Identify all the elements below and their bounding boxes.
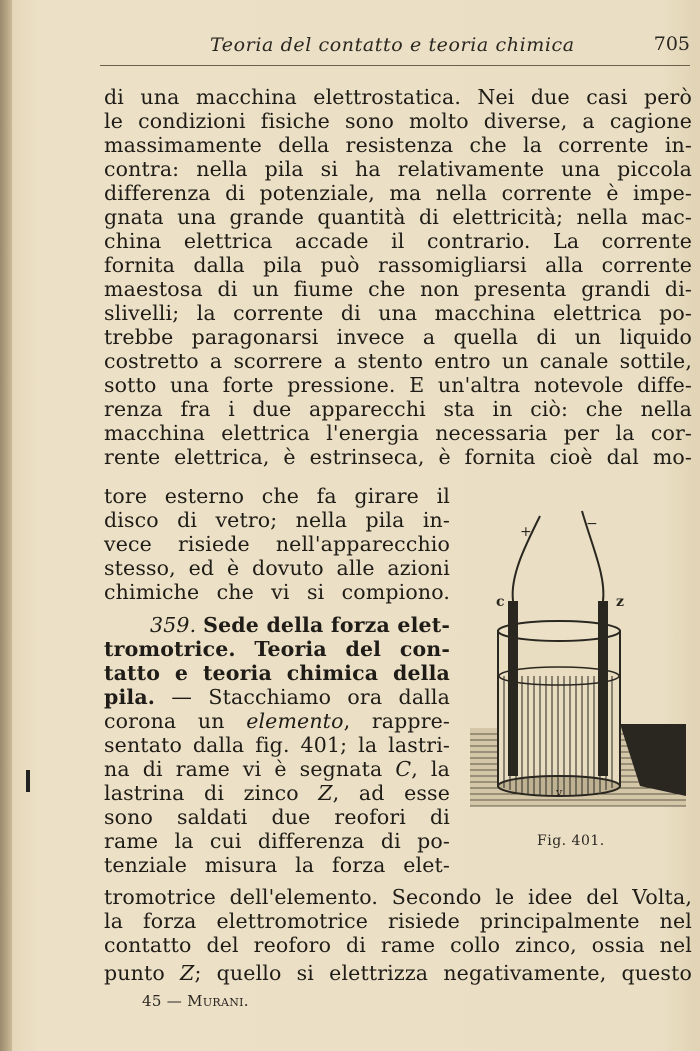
page-footer (142, 992, 249, 1010)
header-rule (100, 65, 690, 66)
text-line: contra: nella pila si ha relativamente una piccola (104, 157, 692, 181)
author-name: Murani. (187, 992, 249, 1010)
text-line: costretto a scorrere a stento entro un canale sottile, (104, 349, 692, 373)
text-line: sotto una forte pressione. E un'altra notevole diffe- (104, 373, 692, 397)
text-fragment: , rappre- (343, 709, 450, 733)
text-line: slivelli; la corrente di una macchina elettrica po- (104, 301, 692, 325)
running-title: Teoria del contatto e teoria chimica (210, 34, 575, 56)
text-fragment: ; quello si elettrizza negativamente, questo (194, 961, 692, 985)
text-line: le condizioni fisiche sono molto diverse, a cagione (104, 109, 692, 133)
italic-symbol: C (395, 757, 412, 781)
copper-label: c (496, 594, 505, 610)
section-title-line: tatto e teoria chimica della (104, 661, 450, 685)
text-line: differenza di potenziale, ma nella corrente è impe- (104, 181, 692, 205)
text-line (104, 709, 450, 733)
page-binding-edge (0, 0, 12, 1051)
text-line: renza fra i due apparecchi sta in ciò: che nella (104, 397, 692, 421)
italic-term: elemento (246, 709, 344, 733)
text-fragment: lastrina di zinco (104, 781, 319, 805)
copper-plate (508, 601, 518, 776)
text-fragment: na di rame vi è segnata (104, 757, 396, 781)
margin-mark (26, 770, 30, 792)
text-line: tenziale misura la forza elet- (104, 853, 450, 877)
text-fragment: corona un (104, 709, 247, 733)
vessel-label: v (556, 786, 563, 799)
zinc-label: z (616, 594, 624, 610)
zinc-plate (598, 601, 608, 776)
text-line (104, 961, 692, 985)
text-line: tromotrice dell'elemento. Secondo le idee del Volta, (104, 885, 692, 909)
page-number: 705 (653, 33, 690, 55)
italic-symbol: Z (180, 961, 195, 985)
section-number: 359. (150, 613, 197, 637)
text-fragment: , la (411, 757, 450, 781)
text-fragment: — Stacchiamo ora dalla (155, 685, 450, 709)
text-line: sentato dalla fig. 401; la lastri- (104, 733, 450, 757)
text-line: fornita dalla pila può rassomigliarsi alla corrente (104, 253, 692, 277)
section-title-part: Sede della forza elet- (203, 613, 450, 637)
text-line: gnata una grande quantità di elettricità; nella mac- (104, 205, 692, 229)
text-line (104, 757, 450, 781)
figure-caption: Fig. 401. (537, 833, 605, 849)
text-line: macchina elettrica l'energia necessaria per la cor- (104, 421, 692, 445)
section-heading-line (104, 613, 450, 637)
italic-symbol: Z (318, 781, 333, 805)
section-title-end: pila. (104, 685, 156, 709)
section-title-line: tromotrice. Teoria del con- (104, 637, 450, 661)
positive-label: + (520, 524, 532, 540)
page-header (100, 30, 690, 64)
text-line: tore esterno che fa girare il (104, 484, 450, 508)
text-line (104, 781, 450, 805)
text-line: vece risiede nell'apparecchio (104, 532, 450, 556)
text-line: chimiche che vi si compiono. (104, 580, 450, 604)
signature-number: 45 (142, 992, 162, 1010)
negative-label: − (586, 516, 598, 532)
text-line: rente elettrica, è estrinseca, è fornita cioè dal mo- (104, 445, 692, 469)
text-line: rame la cui differenza di po- (104, 829, 450, 853)
text-line: disco di vetro; nella pila in- (104, 508, 450, 532)
text-line: stesso, ed è dovuto alle azioni (104, 556, 450, 580)
text-line: la forza elettromotrice risiede principalmente nel (104, 909, 692, 933)
text-line: di una macchina elettrostatica. Nei due casi però (104, 85, 692, 109)
text-line: contatto del reoforo di rame collo zinco, ossia nel (104, 933, 692, 957)
text-line: sono saldati due reofori di (104, 805, 450, 829)
text-line (104, 685, 450, 709)
text-line: maestosa di un fiume che non presenta grandi di- (104, 277, 692, 301)
battery-cell-illustration (470, 506, 686, 822)
text-fragment: punto (104, 961, 181, 985)
text-line: china elettrica accade il contrario. La corrente (104, 229, 692, 253)
text-line: trebbe paragonarsi invece a quella di un liquido (104, 325, 692, 349)
text-fragment: , ad esse (332, 781, 450, 805)
text-line: massimamente della resistenza che la corrente in- (104, 133, 692, 157)
footer-separator: — (166, 992, 183, 1010)
